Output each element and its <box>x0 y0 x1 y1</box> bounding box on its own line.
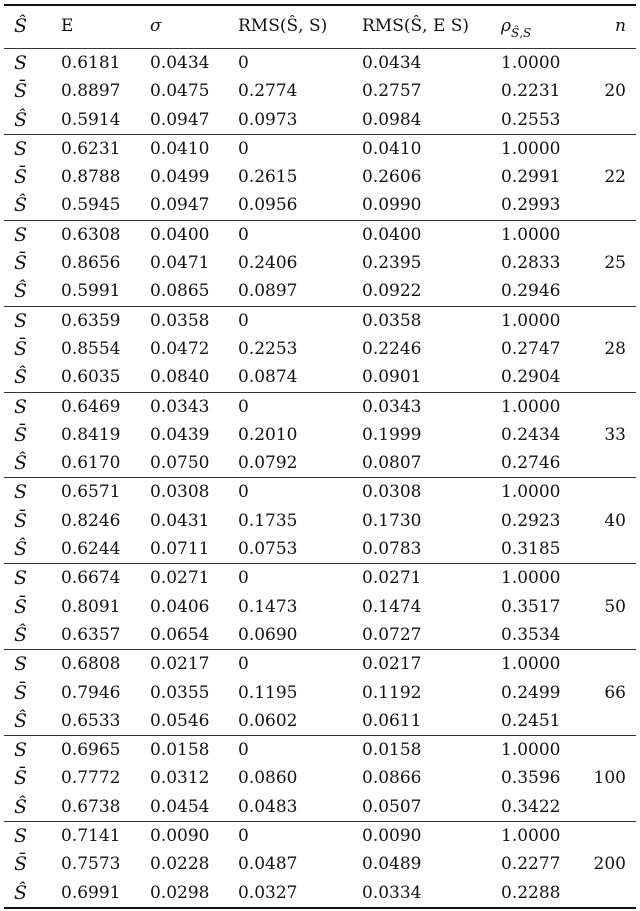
estimator-cell: Ŝ <box>14 280 28 303</box>
rho-cell: 0.2923 <box>501 510 561 531</box>
mean-cell: 0.6308 <box>61 224 121 245</box>
rms-expected-cell: 0.2757 <box>362 81 422 102</box>
rho-cell: 0.2434 <box>501 424 561 445</box>
rms-expected-cell: 0.0990 <box>362 195 422 216</box>
sigma-cell: 0.0406 <box>150 596 210 617</box>
header-mean: E <box>61 16 74 36</box>
rms-expected-cell: 0.0358 <box>362 310 422 331</box>
rho-cell: 0.2746 <box>501 453 561 474</box>
rms-true-cell: 0 <box>238 568 249 589</box>
rho-cell: 1.0000 <box>501 310 561 331</box>
rms-expected-cell: 0.1192 <box>362 682 422 703</box>
rms-expected-cell: 0.0611 <box>362 710 422 731</box>
rms-expected-cell: 0.0727 <box>362 624 422 645</box>
sigma-cell: 0.0840 <box>150 367 210 388</box>
table-row <box>4 478 636 506</box>
n-cell: 25 <box>604 253 626 274</box>
rms-expected-cell: 0.0807 <box>362 453 422 474</box>
mean-cell: 0.6674 <box>61 568 121 589</box>
sigma-cell: 0.0947 <box>150 195 210 216</box>
rho-cell: 0.2833 <box>501 253 561 274</box>
estimator-cell: Ŝ <box>14 366 28 389</box>
rho-cell: 1.0000 <box>501 138 561 159</box>
sigma-cell: 0.0228 <box>150 854 210 875</box>
rho-cell: 1.0000 <box>501 740 561 761</box>
sigma-cell: 0.0439 <box>150 424 210 445</box>
estimator-cell: S̄ <box>14 681 28 704</box>
mean-cell: 0.8419 <box>61 424 121 445</box>
rms-expected-cell: 0.0901 <box>362 367 422 388</box>
header-rms-expected: RMS(Ŝ, E S) <box>362 16 470 36</box>
n-cell: 33 <box>604 424 626 445</box>
n-cell: 66 <box>604 682 626 703</box>
estimator-cell: Ŝ <box>14 194 28 217</box>
rho-cell: 0.2277 <box>501 854 561 875</box>
sigma-cell: 0.0410 <box>150 138 210 159</box>
mean-cell: 0.6571 <box>61 482 121 503</box>
estimator-cell: S <box>14 653 28 676</box>
table-group-n-20 <box>4 49 636 134</box>
table-group-n-22 <box>4 135 636 220</box>
estimator-cell: Ŝ <box>14 881 28 904</box>
estimator-cell: S <box>14 309 28 332</box>
estimator-cell: S <box>14 223 28 246</box>
mean-cell: 0.6170 <box>61 453 121 474</box>
table-group-n-28 <box>4 307 636 392</box>
table-row <box>4 335 636 363</box>
estimator-cell: S̄ <box>14 337 28 360</box>
table-body <box>4 49 636 907</box>
rms-true-cell: 0.1473 <box>238 596 298 617</box>
table-row <box>4 135 636 163</box>
rms-expected-cell: 0.1999 <box>362 424 422 445</box>
mean-cell: 0.5914 <box>61 109 121 130</box>
header-rho-subscript: Ŝ,S <box>511 26 532 40</box>
rms-true-cell: 0.0973 <box>238 109 298 130</box>
sigma-cell: 0.0472 <box>150 338 210 359</box>
n-cell: 20 <box>604 81 626 102</box>
rms-true-cell: 0.0487 <box>238 854 298 875</box>
mean-cell: 0.6181 <box>61 53 121 73</box>
mean-cell: 0.6469 <box>61 396 121 417</box>
rms-expected-cell: 0.0434 <box>362 53 422 73</box>
rho-cell: 0.2451 <box>501 710 561 731</box>
mean-cell: 0.5991 <box>61 281 121 302</box>
rms-true-cell: 0 <box>238 826 249 847</box>
mean-cell: 0.7772 <box>61 768 121 789</box>
rho-cell: 0.3517 <box>501 596 561 617</box>
mean-cell: 0.7141 <box>61 826 121 847</box>
rms-expected-cell: 0.0783 <box>362 539 422 560</box>
table-group-n-100 <box>4 736 636 821</box>
sigma-cell: 0.0271 <box>150 568 210 589</box>
table-row <box>4 507 636 535</box>
table-row <box>4 221 636 249</box>
rho-cell: 1.0000 <box>501 482 561 503</box>
sigma-cell: 0.0947 <box>150 109 210 130</box>
sigma-cell: 0.0298 <box>150 882 210 903</box>
table-row <box>4 850 636 878</box>
rms-true-cell: 0.0602 <box>238 710 298 731</box>
sigma-cell: 0.0312 <box>150 768 210 789</box>
table-row <box>4 621 636 649</box>
table-group-n-66 <box>4 650 636 735</box>
rms-true-cell: 0.2253 <box>238 338 298 359</box>
rms-expected-cell: 0.0343 <box>362 396 422 417</box>
rms-true-cell: 0.0860 <box>238 768 298 789</box>
sigma-cell: 0.0471 <box>150 253 210 274</box>
table-row <box>4 106 636 134</box>
mean-cell: 0.6244 <box>61 539 121 560</box>
rho-cell: 1.0000 <box>501 53 561 73</box>
rms-true-cell: 0 <box>238 53 249 73</box>
sigma-cell: 0.0431 <box>150 510 210 531</box>
sigma-cell: 0.0434 <box>150 53 210 73</box>
estimator-cell: S̄ <box>14 509 28 532</box>
rms-true-cell: 0.0956 <box>238 195 298 216</box>
rms-true-cell: 0 <box>238 740 249 761</box>
rms-true-cell: 0 <box>238 396 249 417</box>
table-group-n-25 <box>4 221 636 306</box>
table-group-n-40 <box>4 478 636 563</box>
estimator-cell: S <box>14 825 28 848</box>
table-row <box>4 679 636 707</box>
results-table <box>4 4 636 909</box>
mean-cell: 0.7573 <box>61 854 121 875</box>
mean-cell: 0.8788 <box>61 167 121 188</box>
table-group-n-33 <box>4 393 636 478</box>
sigma-cell: 0.0499 <box>150 167 210 188</box>
estimator-cell: S̄ <box>14 767 28 790</box>
mean-cell: 0.6359 <box>61 310 121 331</box>
rms-expected-cell: 0.0217 <box>362 654 422 675</box>
sigma-cell: 0.0654 <box>150 624 210 645</box>
rho-cell: 0.3534 <box>501 624 561 645</box>
rms-expected-cell: 0.2606 <box>362 167 422 188</box>
mean-cell: 0.6357 <box>61 624 121 645</box>
table-row <box>4 421 636 449</box>
sigma-cell: 0.0090 <box>150 826 210 847</box>
n-cell: 100 <box>593 768 626 789</box>
rho-cell: 0.2288 <box>501 882 561 903</box>
rms-expected-cell: 0.2246 <box>362 338 422 359</box>
mean-cell: 0.6738 <box>61 796 121 817</box>
sigma-cell: 0.0343 <box>150 396 210 417</box>
rho-cell: 0.2946 <box>501 281 561 302</box>
rms-true-cell: 0 <box>238 224 249 245</box>
sigma-cell: 0.0217 <box>150 654 210 675</box>
table-row <box>4 564 636 592</box>
n-cell: 22 <box>604 167 626 188</box>
rho-cell: 1.0000 <box>501 826 561 847</box>
estimator-cell: S <box>14 739 28 762</box>
mean-cell: 0.6231 <box>61 138 121 159</box>
rho-cell: 0.2993 <box>501 195 561 216</box>
rms-true-cell: 0 <box>238 138 249 159</box>
mean-cell: 0.6965 <box>61 740 121 761</box>
table-group-n-50 <box>4 564 636 649</box>
mean-cell: 0.8554 <box>61 338 121 359</box>
mean-cell: 0.6808 <box>61 654 121 675</box>
mean-cell: 0.8091 <box>61 596 121 617</box>
rms-true-cell: 0.0897 <box>238 281 298 302</box>
estimator-cell: S̄ <box>14 853 28 876</box>
table-row <box>4 449 636 477</box>
rms-expected-cell: 0.0158 <box>362 740 422 761</box>
mean-cell: 0.6991 <box>61 882 121 903</box>
rms-true-cell: 0.2615 <box>238 167 298 188</box>
rho-cell: 1.0000 <box>501 568 561 589</box>
table-row <box>4 163 636 191</box>
rms-true-cell: 0 <box>238 482 249 503</box>
rho-cell: 0.2747 <box>501 338 561 359</box>
rms-true-cell: 0 <box>238 654 249 675</box>
header-row <box>4 6 636 48</box>
sigma-cell: 0.0308 <box>150 482 210 503</box>
table-row <box>4 879 636 907</box>
table-row <box>4 707 636 735</box>
rho-cell: 0.2231 <box>501 81 561 102</box>
estimator-cell: S̄ <box>14 252 28 275</box>
rms-expected-cell: 0.0866 <box>362 768 422 789</box>
rms-true-cell: 0.1195 <box>238 682 298 703</box>
rms-true-cell: 0.2774 <box>238 81 298 102</box>
bottom-rule <box>4 907 636 909</box>
table-row <box>4 49 636 77</box>
rms-true-cell: 0.0874 <box>238 367 298 388</box>
estimator-cell: S̄ <box>14 80 28 103</box>
rms-expected-cell: 0.0090 <box>362 826 422 847</box>
rms-true-cell: 0 <box>238 310 249 331</box>
mean-cell: 0.6533 <box>61 710 121 731</box>
estimator-cell: Ŝ <box>14 623 28 646</box>
estimator-cell: Ŝ <box>14 795 28 818</box>
header-rho <box>501 6 531 53</box>
estimator-cell: S <box>14 481 28 504</box>
table-row <box>4 736 636 764</box>
sigma-cell: 0.0546 <box>150 710 210 731</box>
rho-cell: 0.3185 <box>501 539 561 560</box>
sigma-cell: 0.0454 <box>150 796 210 817</box>
rms-true-cell: 0.0690 <box>238 624 298 645</box>
sigma-cell: 0.0750 <box>150 453 210 474</box>
table-row <box>4 793 636 821</box>
table-row <box>4 77 636 105</box>
rms-true-cell: 0.0792 <box>238 453 298 474</box>
rho-cell: 0.3422 <box>501 796 561 817</box>
estimator-cell: S̄ <box>14 423 28 446</box>
table-row <box>4 764 636 792</box>
rms-true-cell: 0.2406 <box>238 253 298 274</box>
estimator-cell: S <box>14 137 28 160</box>
rms-true-cell: 0.1735 <box>238 510 298 531</box>
table-row <box>4 191 636 219</box>
rms-expected-cell: 0.0984 <box>362 109 422 130</box>
rms-expected-cell: 0.0922 <box>362 281 422 302</box>
rms-expected-cell: 0.1730 <box>362 510 422 531</box>
sigma-cell: 0.0711 <box>150 539 210 560</box>
mean-cell: 0.8656 <box>61 253 121 274</box>
sigma-cell: 0.0358 <box>150 310 210 331</box>
estimator-cell: S <box>14 567 28 590</box>
sigma-cell: 0.0355 <box>150 682 210 703</box>
rms-expected-cell: 0.0410 <box>362 138 422 159</box>
n-cell: 50 <box>604 596 626 617</box>
rms-true-cell: 0.0327 <box>238 882 298 903</box>
table-row <box>4 593 636 621</box>
mean-cell: 0.5945 <box>61 195 121 216</box>
rms-expected-cell: 0.2395 <box>362 253 422 274</box>
estimator-cell: Ŝ <box>14 452 28 475</box>
n-cell: 200 <box>593 854 626 875</box>
rms-true-cell: 0.2010 <box>238 424 298 445</box>
rms-expected-cell: 0.0400 <box>362 224 422 245</box>
header-rho-symbol: ρ <box>501 16 511 36</box>
sigma-cell: 0.0475 <box>150 81 210 102</box>
n-cell: 40 <box>604 510 626 531</box>
estimator-cell: Ŝ <box>14 108 28 131</box>
estimator-cell: S̄ <box>14 166 28 189</box>
table-row <box>4 363 636 391</box>
header-rms-true: RMS(Ŝ, S) <box>238 16 328 36</box>
estimator-cell: S <box>14 395 28 418</box>
table-group-n-200 <box>4 822 636 907</box>
rms-true-cell: 0.0483 <box>238 796 298 817</box>
rms-expected-cell: 0.0308 <box>362 482 422 503</box>
header-sigma: σ <box>150 16 162 36</box>
rho-cell: 0.2904 <box>501 367 561 388</box>
table-row <box>4 249 636 277</box>
rho-cell: 1.0000 <box>501 224 561 245</box>
table-row <box>4 650 636 678</box>
rms-expected-cell: 0.0489 <box>362 854 422 875</box>
rho-cell: 1.0000 <box>501 396 561 417</box>
header-estimator: Ŝ <box>14 15 28 37</box>
estimator-cell: Ŝ <box>14 538 28 561</box>
table-row <box>4 307 636 335</box>
rho-cell: 0.2991 <box>501 167 561 188</box>
rho-cell: 0.2553 <box>501 109 561 130</box>
rho-cell: 0.2499 <box>501 682 561 703</box>
table-row <box>4 822 636 850</box>
rms-expected-cell: 0.0507 <box>362 796 422 817</box>
estimator-cell: S <box>14 52 28 74</box>
sigma-cell: 0.0865 <box>150 281 210 302</box>
rms-expected-cell: 0.0334 <box>362 882 422 903</box>
mean-cell: 0.8897 <box>61 81 121 102</box>
header-n: n <box>615 16 626 36</box>
sigma-cell: 0.0158 <box>150 740 210 761</box>
rms-true-cell: 0.0753 <box>238 539 298 560</box>
sigma-cell: 0.0400 <box>150 224 210 245</box>
rho-cell: 0.3596 <box>501 768 561 789</box>
table-row <box>4 393 636 421</box>
table-row <box>4 535 636 563</box>
estimator-cell: Ŝ <box>14 709 28 732</box>
mean-cell: 0.8246 <box>61 510 121 531</box>
estimator-cell: S̄ <box>14 595 28 618</box>
n-cell: 28 <box>604 338 626 359</box>
mean-cell: 0.7946 <box>61 682 121 703</box>
rho-cell: 1.0000 <box>501 654 561 675</box>
mean-cell: 0.6035 <box>61 367 121 388</box>
table-row <box>4 277 636 305</box>
rms-expected-cell: 0.1474 <box>362 596 422 617</box>
rms-expected-cell: 0.0271 <box>362 568 422 589</box>
